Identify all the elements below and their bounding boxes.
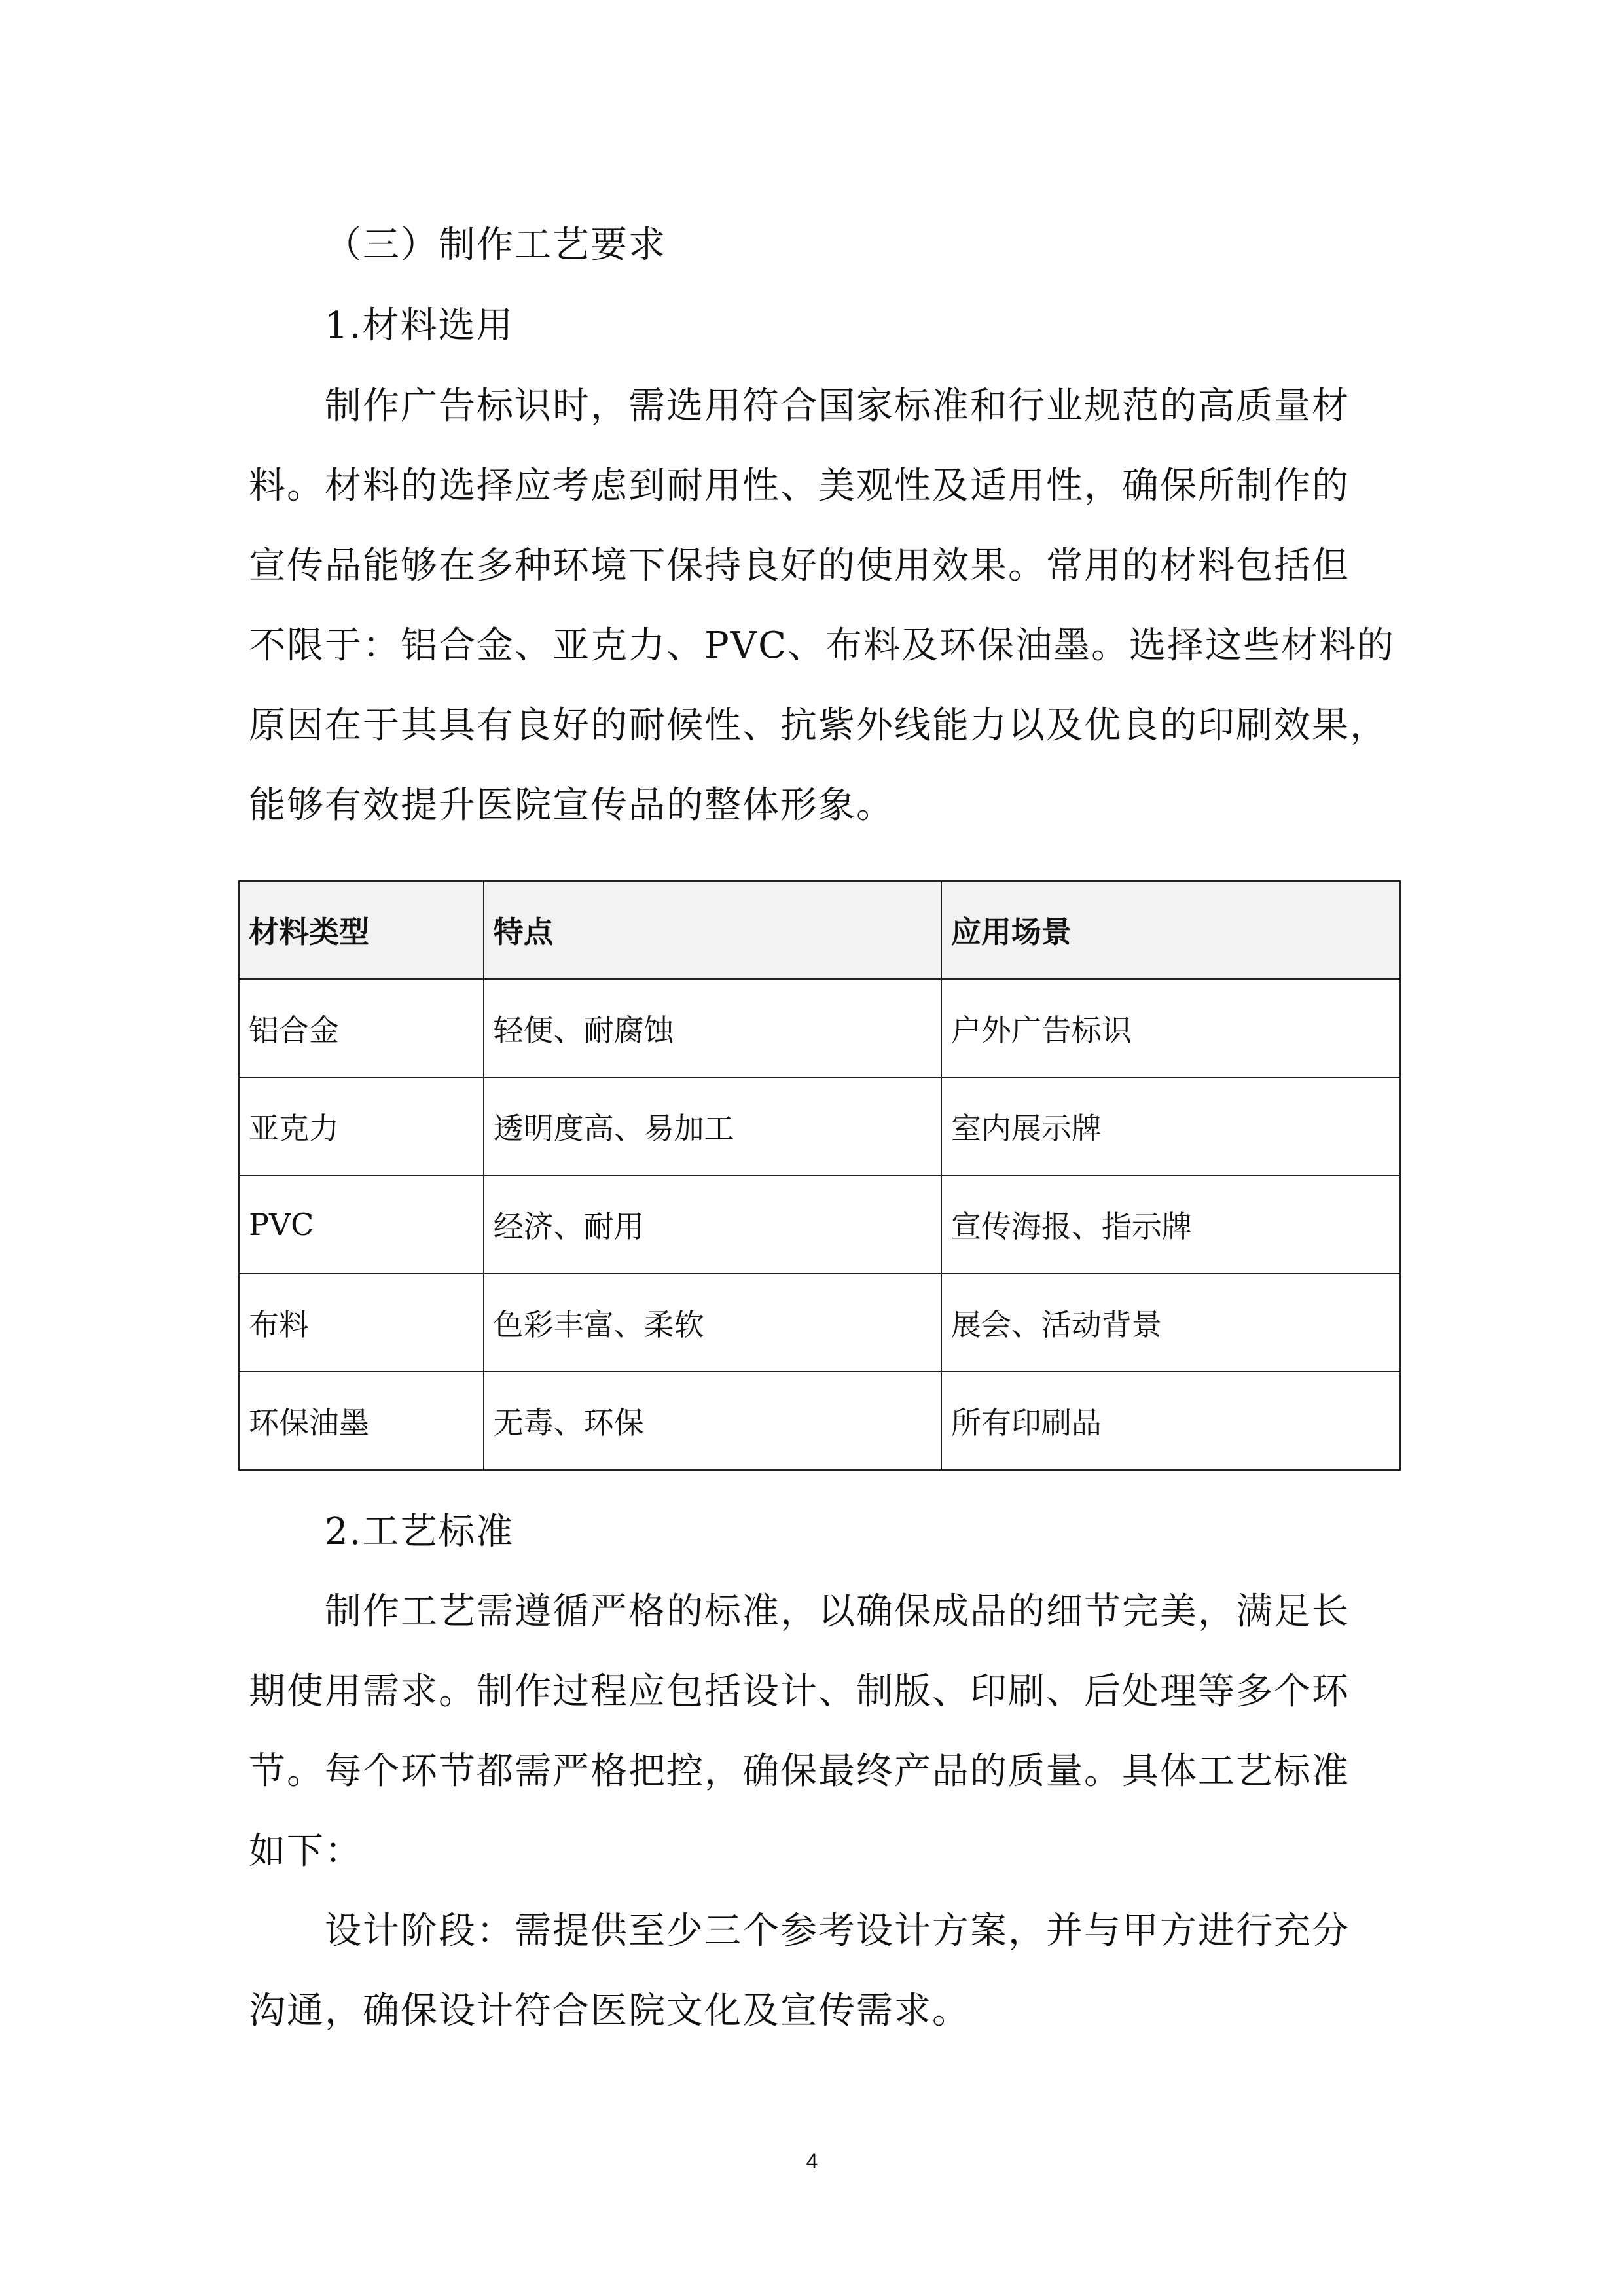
- materials-paragraph-line: 原因在于其具有良好的耐候性、抗紫外线能力以及优良的印刷效果，: [249, 704, 1388, 747]
- materials-paragraph-line: 料。材料的选择应考虑到耐用性、美观性及适用性，确保所制作的: [249, 465, 1350, 507]
- table-cell: 环保油墨: [239, 1372, 484, 1470]
- table-cell: 无毒、环保: [484, 1372, 941, 1470]
- table-header-cell: 特点: [484, 881, 941, 979]
- materials-subheading: 1.材料选用: [325, 304, 514, 347]
- table-cell: 所有印刷品: [941, 1372, 1400, 1470]
- process-subheading: 2.工艺标准: [325, 1511, 514, 1553]
- design-stage-line: 设计阶段：需提供至少三个参考设计方案，并与甲方进行充分: [325, 1910, 1350, 1952]
- table-cell: 亚克力: [239, 1077, 484, 1175]
- process-paragraph-line: 节。每个环节都需严格把控，确保最终产品的质量。具体工艺标准: [249, 1750, 1350, 1793]
- table-header-row: [239, 881, 1400, 979]
- table-cell: 透明度高、易加工: [484, 1077, 941, 1175]
- table-row: [239, 979, 1400, 1077]
- design-stage-line: 沟通，确保设计符合医院文化及宣传需求。: [249, 1990, 970, 2032]
- process-paragraph-line: 如下：: [249, 1830, 363, 1873]
- process-paragraph-line: 制作工艺需遵循严格的标准，以确保成品的细节完美，满足长: [325, 1590, 1350, 1633]
- table-cell: 宣传海报、指示牌: [941, 1175, 1400, 1274]
- materials-paragraph-line: 宣传品能够在多种环境下保持良好的使用效果。常用的材料包括但: [249, 545, 1350, 587]
- materials-paragraph-line: 制作广告标识时，需选用符合国家标准和行业规范的高质量材: [325, 385, 1350, 427]
- materials-table: [238, 880, 1401, 1471]
- process-paragraph-line: 期使用需求。制作过程应包括设计、制版、印刷、后处理等多个环: [249, 1670, 1350, 1713]
- table-header-cell: 应用场景: [941, 881, 1400, 979]
- table-cell: 铝合金: [239, 979, 484, 1077]
- table-cell: PVC: [239, 1175, 484, 1274]
- materials-paragraph-line: 能够有效提升医院宣传品的整体形象。: [249, 784, 894, 827]
- table-header-cell: 材料类型: [239, 881, 484, 979]
- table-cell: 色彩丰富、柔软: [484, 1274, 941, 1372]
- page-number: 4: [806, 2149, 818, 2173]
- section-heading: （三）制作工艺要求: [325, 224, 666, 266]
- table-cell: 经济、耐用: [484, 1175, 941, 1274]
- table-cell: 室内展示牌: [941, 1077, 1400, 1175]
- table-row: [239, 1077, 1400, 1175]
- table-cell: 展会、活动背景: [941, 1274, 1400, 1372]
- table-cell: 户外广告标识: [941, 979, 1400, 1077]
- table-row: [239, 1372, 1400, 1470]
- materials-paragraph-line: 不限于：铝合金、亚克力、PVC、布料及环保油墨。选择这些材料的: [249, 624, 1395, 667]
- table-row: [239, 1175, 1400, 1274]
- table-row: [239, 1274, 1400, 1372]
- table-cell: 布料: [239, 1274, 484, 1372]
- table-cell: 轻便、耐腐蚀: [484, 979, 941, 1077]
